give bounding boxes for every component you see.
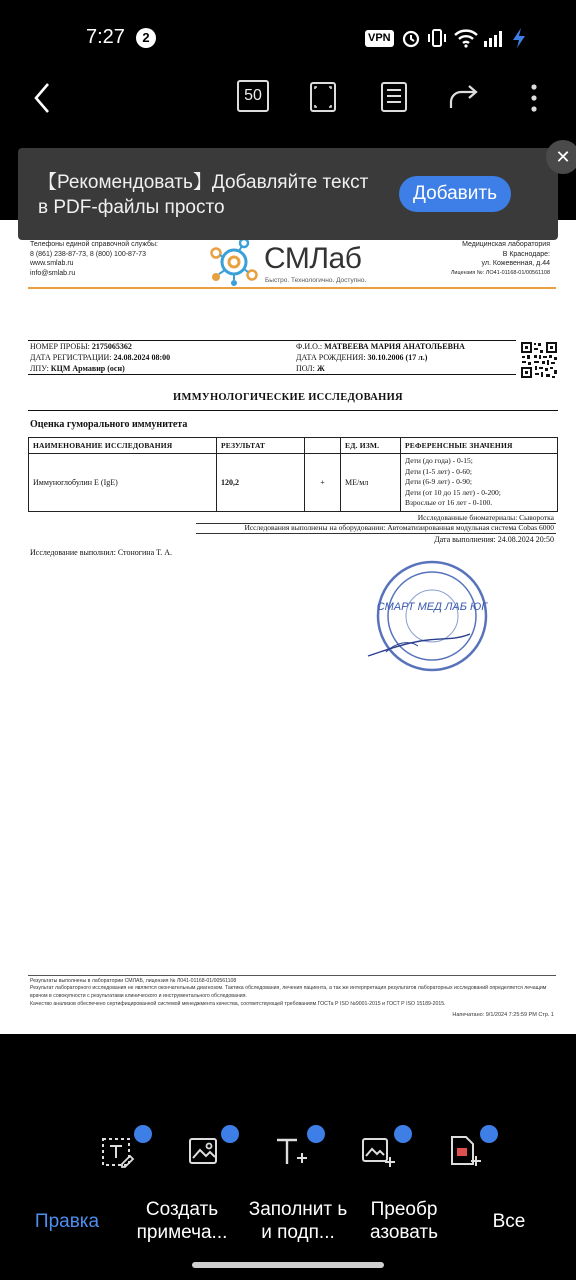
edit-text-icon[interactable] <box>100 1134 136 1170</box>
back-arrow-icon[interactable] <box>28 80 56 116</box>
add-text-icon[interactable] <box>273 1134 309 1170</box>
contact-line: Телефоны единой справочной службы: <box>30 241 158 248</box>
reference-line: Дети (6-9 лет) - 0-90; <box>405 477 472 487</box>
completion-date: Дата выполнения: 24.08.2024 20:50 <box>434 535 554 544</box>
result-flag: + <box>305 454 341 512</box>
more-options-icon[interactable] <box>526 80 542 116</box>
test-unit: МЕ/мл <box>341 454 401 512</box>
notification-count-badge: 2 <box>136 28 156 48</box>
close-banner-button[interactable]: ✕ <box>546 140 576 174</box>
logo-tagline: Быстро. Технологично. Доступно. <box>265 277 367 284</box>
address-line: Медицинская лаборатория <box>462 241 550 248</box>
premium-badge-icon <box>480 1125 498 1143</box>
viewer-toolbar <box>0 70 576 130</box>
footer-lab-line: Результаты выполнены в лаборатории СМЛАБ, лицензия № Л041-01168-01/00561108 <box>30 978 237 984</box>
home-indicator[interactable] <box>192 1262 384 1268</box>
premium-badge-icon <box>134 1125 152 1143</box>
edit-image-icon[interactable] <box>187 1134 223 1170</box>
license-line: Лицензия №: ЛО41-01168-01/00561108 <box>450 269 550 276</box>
alarm-icon <box>400 27 422 49</box>
table-header-row <box>29 438 558 454</box>
reference-line: Дети (от 10 до 15 лет) - 0-200; <box>405 487 501 497</box>
lab-contacts <box>30 240 158 278</box>
divider <box>28 410 558 411</box>
pdf-page[interactable] <box>0 220 576 1034</box>
tab-all[interactable]: Все <box>492 1211 526 1232</box>
column-header: ЕД. ИЗМ. <box>341 438 401 454</box>
test-result: 120,2 <box>217 454 305 512</box>
contact-line: www.smlab.ru <box>30 260 74 267</box>
page-number-button[interactable]: 50 <box>237 80 269 112</box>
address-line: ул. Кожевенная, д.44 <box>481 260 550 267</box>
section-title: ИММУНОЛОГИЧЕСКИЕ ИССЛЕДОВАНИЯ <box>173 392 403 403</box>
reference-line: Дети (до года) - 0-15; <box>405 456 473 466</box>
footer-divider <box>28 975 556 976</box>
footer-quality: Качество анализов обеспечено сертифицированной системой менеджмента качества, соответствующей требованиям ГОСТа Р ISO №9001-2015 и ГОСТ Р ISO 15189-2015. <box>30 1001 446 1007</box>
equipment-note: Исследования выполнены на оборудовании: Автоматизированная модульная система Cobas 6000 <box>244 523 554 532</box>
column-header: РЕФЕРЕНСНЫЕ ЗНАЧЕНИЯ <box>401 438 558 454</box>
smlab-logo-icon <box>208 237 260 287</box>
lab-stamp-seal <box>366 560 490 684</box>
birth-date: ДАТА РОЖДЕНИЯ: 30.10.2006 (17 л.) <box>296 353 428 362</box>
tab-create-note[interactable]: Создать примеча... <box>136 1199 228 1243</box>
tab-fill-sign[interactable]: Заполнит ь и подп... <box>248 1199 348 1243</box>
sample-number: НОМЕР ПРОБЫ: 2175065362 <box>30 342 132 351</box>
divider <box>196 533 556 534</box>
sex: ПОЛ: Ж <box>296 364 325 373</box>
reference-line: Дети (1-5 лет) - 0-60; <box>405 466 472 476</box>
column-header: РЕЗУЛЬТАТ <box>217 438 305 454</box>
header-divider <box>28 287 556 289</box>
bottom-tool-bar <box>0 1034 576 1280</box>
reference-values <box>401 454 558 512</box>
lab-address <box>451 240 550 278</box>
executor: Исследование выполнил: Стоногина Т. А. <box>30 548 172 557</box>
column-header: НАИМЕНОВАНИЕ ИССЛЕДОВАНИЯ <box>29 438 217 454</box>
clock: 7:27 <box>86 26 125 48</box>
registration-date: ДАТА РЕГИСТРАЦИИ: 24.08.2024 08:00 <box>30 353 171 362</box>
vpn-icon: VPN <box>365 30 394 47</box>
add-button[interactable]: Добавить <box>399 176 511 212</box>
add-image-icon[interactable] <box>360 1134 396 1170</box>
share-icon[interactable] <box>447 80 481 114</box>
footer-disclaimer: Результат лабораторного исследования не является окончательным диагнозом. Тактика обследования, лечения пациента, а так же интерпретация результатов лабораторных исследований определяется лечащим врачом в совокупности с результатами клинического и инструментального обследования. <box>30 985 547 999</box>
lpu: ЛПУ: КЦМ Армавир (осн) <box>30 364 125 373</box>
premium-badge-icon <box>394 1125 412 1143</box>
charging-icon <box>510 27 528 49</box>
table-row <box>29 454 558 512</box>
recommend-banner <box>18 147 571 240</box>
stamp-text: СМАРТ МЕД ЛАБ ЮГ <box>376 601 488 613</box>
qr-code <box>520 341 558 379</box>
address-line: В Краснодаре: <box>502 250 550 258</box>
print-date: Напечатано: 9/1/2024 7:25:59 PM Стр. 1 <box>452 1012 554 1018</box>
reading-mode-icon[interactable] <box>379 80 409 114</box>
test-name: Иммуноглобулин E (IgE) <box>29 454 217 512</box>
banner-text: 【Рекомендовать】Добавляйте текст в PDF-файлы просто <box>38 172 369 218</box>
wifi-icon <box>453 27 479 49</box>
contact-line: info@smlab.ru <box>30 269 76 277</box>
premium-badge-icon <box>307 1125 325 1143</box>
fit-screen-icon[interactable] <box>308 80 338 114</box>
column-header <box>305 438 341 454</box>
results-table <box>28 437 558 512</box>
patient-name: Ф.И.О.: МАТВЕЕВА МАРИЯ АНАТОЛЬЕВНА <box>296 342 465 351</box>
biomaterial-note: Исследованные биоматериалы: Сыворотка <box>417 513 554 522</box>
divider <box>28 374 516 375</box>
signal-icon <box>482 27 506 49</box>
logo-name: СМЛаб <box>264 242 362 275</box>
contact-line: 8 (861) 238-87-73, 8 (800) 100-87-73 <box>30 250 146 258</box>
tab-edit[interactable]: Правка <box>34 1211 100 1232</box>
subsection-title: Оценка гуморального иммунитета <box>30 419 188 430</box>
vibrate-icon <box>427 27 447 49</box>
convert-pdf-icon[interactable] <box>446 1134 482 1170</box>
reference-line: Взрослые от 16 лет - 0-100. <box>405 498 493 508</box>
tab-convert[interactable]: Преобр азовать <box>369 1199 439 1243</box>
status-bar <box>0 0 576 76</box>
premium-badge-icon <box>221 1125 239 1143</box>
